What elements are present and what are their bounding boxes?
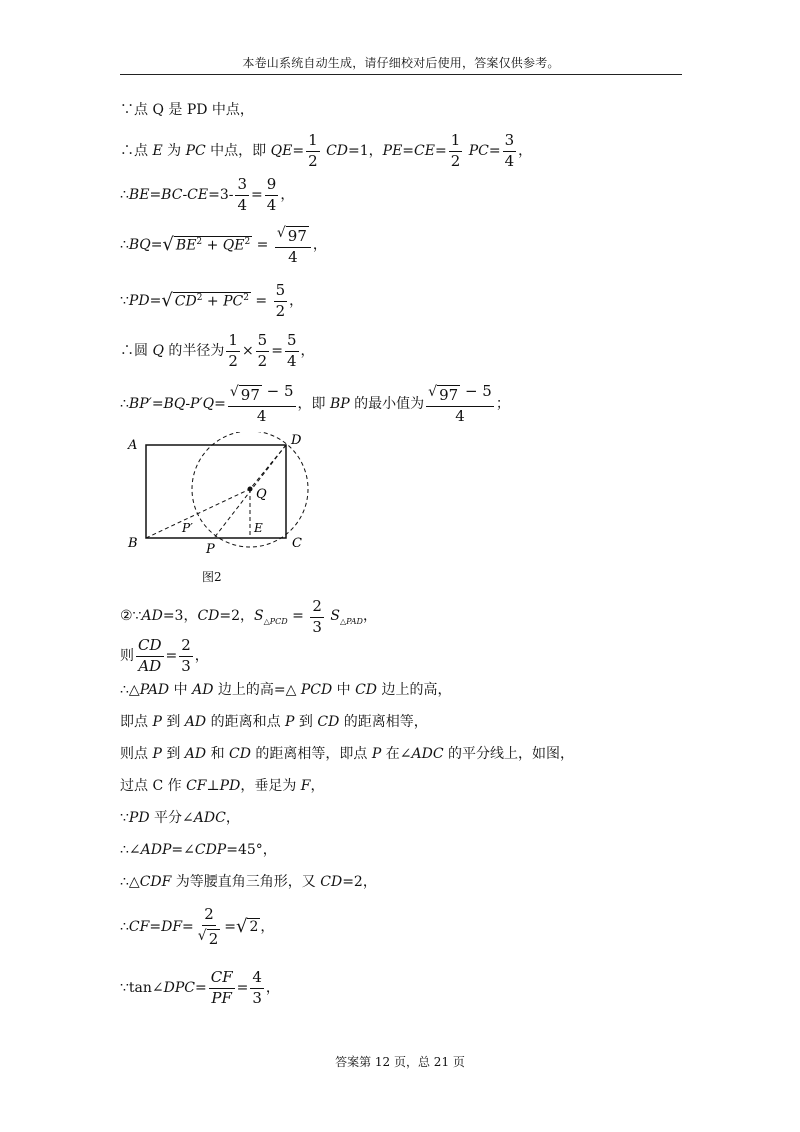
geometry-figure <box>120 432 330 562</box>
label-c: C <box>292 536 302 551</box>
solution-line-18: ∵tan∠DPC= $\frac{CF}{PF}$ = $\frac{4}{3}$ ， <box>120 968 280 1007</box>
label-a: A <box>128 438 138 453</box>
solution-line-1: ∵点 Q 是 PD 中点， <box>120 102 254 118</box>
label-d: D <box>291 433 302 448</box>
page-footer: 答案第 12 页，总 21 页 <box>335 1055 465 1069</box>
solution-line-15: ∴∠ ADP =∠ CDP =45°， <box>120 842 277 858</box>
label-p: P <box>206 542 215 557</box>
label-p-prime: P′ <box>182 521 193 535</box>
solution-line-10: ∴△ PAD 中 AD 边上的高=△ PCD 中 CD 边上的高， <box>120 682 452 698</box>
segment-bq <box>146 489 250 538</box>
solution-line-7: ∴BP′=BQ-P′Q= √ 97 − 5 4 ，即 BP 的最小值为 √ 97 − 5 4 ； <box>120 382 510 425</box>
solution-line-3: ∴BE=BC-CE=3- $\frac{3}{4}$ = $\frac{9}{4}$ ， <box>120 175 295 214</box>
label-e: E <box>254 521 263 535</box>
solution-line-11: 即点 P 到 AD 的距离和点 P 到 CD 的距离相等， <box>120 714 428 730</box>
solution-line-13: 过点 C 作 CF ⊥ PD ，垂足为 F ， <box>120 778 325 794</box>
label-b: B <box>128 536 138 551</box>
figure-caption: 图2 <box>202 570 222 584</box>
solution-line-4: ∴BQ= √ $BE^2 + QE^2$ = √ 97 4 ， <box>120 225 327 266</box>
solution-line-16: ∴△ CDF 为等腰直角三角形，又 CD =2， <box>120 874 377 890</box>
solution-line-14: ∵ PD 平分∠ ADC ， <box>120 810 240 826</box>
solution-line-17: ∴CF=DF= 2 √ 2 = √ 2 ， <box>120 905 275 948</box>
solution-line-2: ∴点 E 为 PC 中点，即 QE= $\frac{1}{2}$ CD=1，PE=CE= $\frac{1}{2}$ PC= $\frac{3}{4}$ ， <box>120 131 533 170</box>
point-q <box>248 487 253 492</box>
solution-line-8: ②∵AD=3，CD=2，$S_{\triangle PCD}$ = $\frac{2}{3}$ $S_{\triangle PAD}$， <box>120 597 377 636</box>
page-header: 本卷山系统自动生成，请仔细校对后使用，答案仅供参考。 <box>242 56 560 70</box>
label-q: Q <box>256 487 267 502</box>
header-divider <box>120 74 682 75</box>
solution-line-6: ∴圆 Q 的半径为 $\frac{1}{2}$ × $\frac{5}{2}$ = $\frac{5}{4}$ ， <box>120 331 315 370</box>
solution-line-9: 则 $\frac{CD}{AD}$ = $\frac{2}{3}$ ， <box>120 636 209 675</box>
solution-line-5: ∵PD= √ $CD^2 + PC^2$ = $\frac{5}{2}$ ， <box>120 281 304 320</box>
solution-line-12: 则点 P 到 AD 和 CD 的距离相等，即点 P 在∠ ADC 的平分线上，如图， <box>120 746 574 762</box>
segment-dq <box>250 445 286 489</box>
